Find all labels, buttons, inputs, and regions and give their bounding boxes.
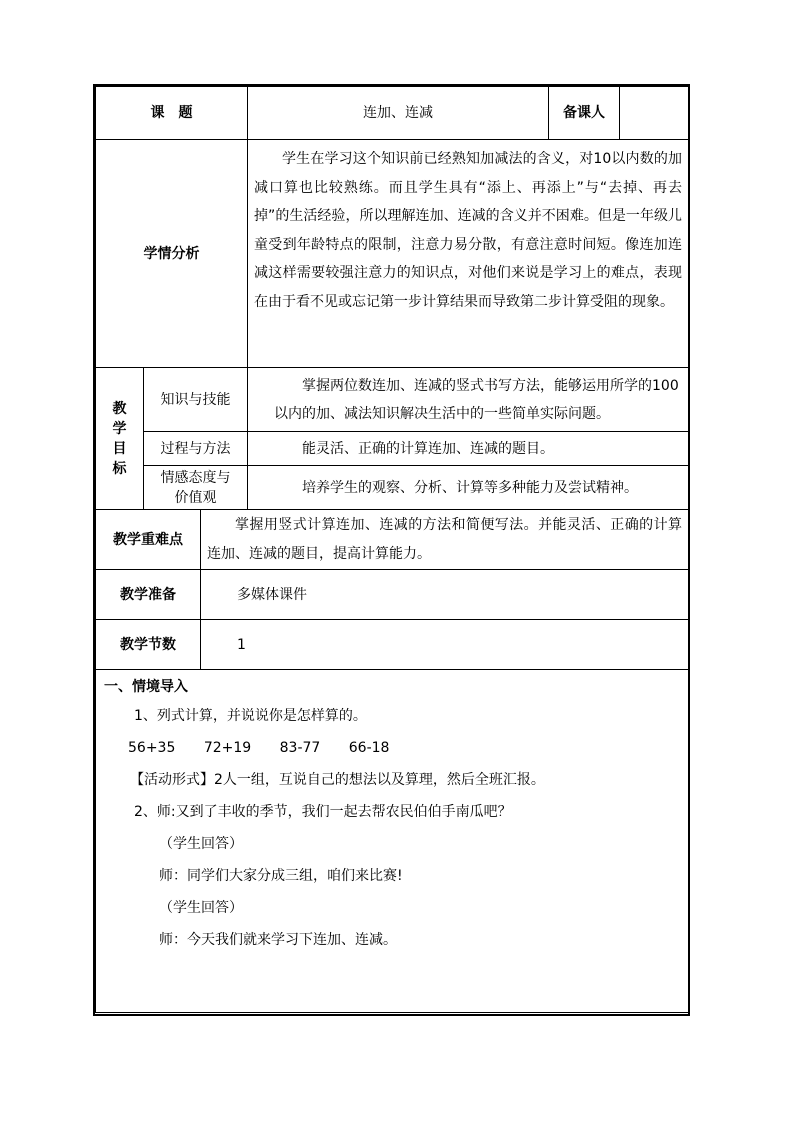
key-points-label: 教学重难点 <box>96 510 201 570</box>
student-answer-2: （学生回答） <box>159 900 243 916</box>
calc-item: 83-77 <box>279 740 321 756</box>
preparation-label: 教学准备 <box>96 570 201 620</box>
preparer-value <box>620 87 689 140</box>
topic-value: 连加、连减 <box>248 87 549 140</box>
goal-row-emotion <box>96 466 689 510</box>
teaching-process <box>96 670 688 956</box>
calc-item: 72+19 <box>203 740 252 756</box>
periods-label: 教学节数 <box>96 620 201 670</box>
process-row <box>96 670 689 1013</box>
preparation-row <box>96 570 689 620</box>
goal-row-process <box>96 432 689 466</box>
preparer-label: 备课人 <box>549 87 620 140</box>
goal-label-process: 过程与方法 <box>144 432 248 466</box>
activity-tag: 【活动形式】 <box>130 772 214 788</box>
goals-label: 教 学 目 标 <box>96 368 144 510</box>
analysis-row <box>96 140 689 368</box>
calc-list <box>104 732 680 764</box>
teacher-line-2: 师：今天我们就来学习下连加、连减。 <box>159 932 397 948</box>
lesson-plan-table <box>95 86 689 1013</box>
analysis-label: 学情分析 <box>96 140 248 368</box>
periods-row <box>96 620 689 670</box>
goal-label-emotion: 情感态度与 价值观 <box>144 466 248 510</box>
section-title: 一、情境导入 <box>104 679 188 695</box>
activity-line <box>104 764 680 796</box>
preparation-value: 多媒体课件 <box>201 570 689 620</box>
lesson-plan-page <box>93 84 690 1016</box>
calc-item: 66-18 <box>348 740 390 756</box>
process-item-1: 1、列式计算，并说说你是怎样算的。 <box>134 708 367 724</box>
key-points-text: 掌握用竖式计算连加、连减的方法和简便写法。并能灵活、正确的计算连加、连减的题目，提高计算能力。 <box>207 517 683 562</box>
goal-label-knowledge: 知识与技能 <box>144 368 248 432</box>
analysis-text: 学生在学习这个知识前已经熟知加减法的含义，对10以内数的加减口算也比较熟练。而且学生具有“添上、再添上”与“去掉、再去掉”的生活经验，所以理解连加、连减的含义并不困难。但是一年级儿童受到年龄特点的限制，注意力易分散，有意注意时间短。像连加连减这样需要较强注意力的知识点，对他们来说是学习上的难点，表现在由于看不见或忘记第一步计算结果而导致第二步计算受阻的现象。 <box>254 151 683 310</box>
activity-text: 2人一组，互说自己的想法以及算理，然后全班汇报。 <box>214 772 545 788</box>
goal-text-knowledge: 掌握两位数连加、连减的竖式书写方法，能够运用所学的100以内的加、减法知识解决生活中的一些简单实际问题。 <box>274 377 679 422</box>
header-row <box>96 87 689 140</box>
student-answer-1: （学生回答） <box>159 836 243 852</box>
key-points-row <box>96 510 689 570</box>
teacher-line-1: 师：同学们大家分成三组，咱们来比赛! <box>159 868 403 884</box>
periods-value: 1 <box>201 620 689 670</box>
topic-label: 课 题 <box>96 87 248 140</box>
calc-item: 56+35 <box>128 740 176 756</box>
process-item-2: 2、师:又到了丰收的季节，我们一起去帮农民伯伯手南瓜吧？ <box>134 804 512 820</box>
goal-text-process: 能灵活、正确的计算连加、连减的题目。 <box>302 440 555 457</box>
goal-row-knowledge <box>96 368 689 432</box>
goal-text-emotion: 培养学生的观察、分析、计算等多种能力及尝试精神。 <box>302 479 639 496</box>
